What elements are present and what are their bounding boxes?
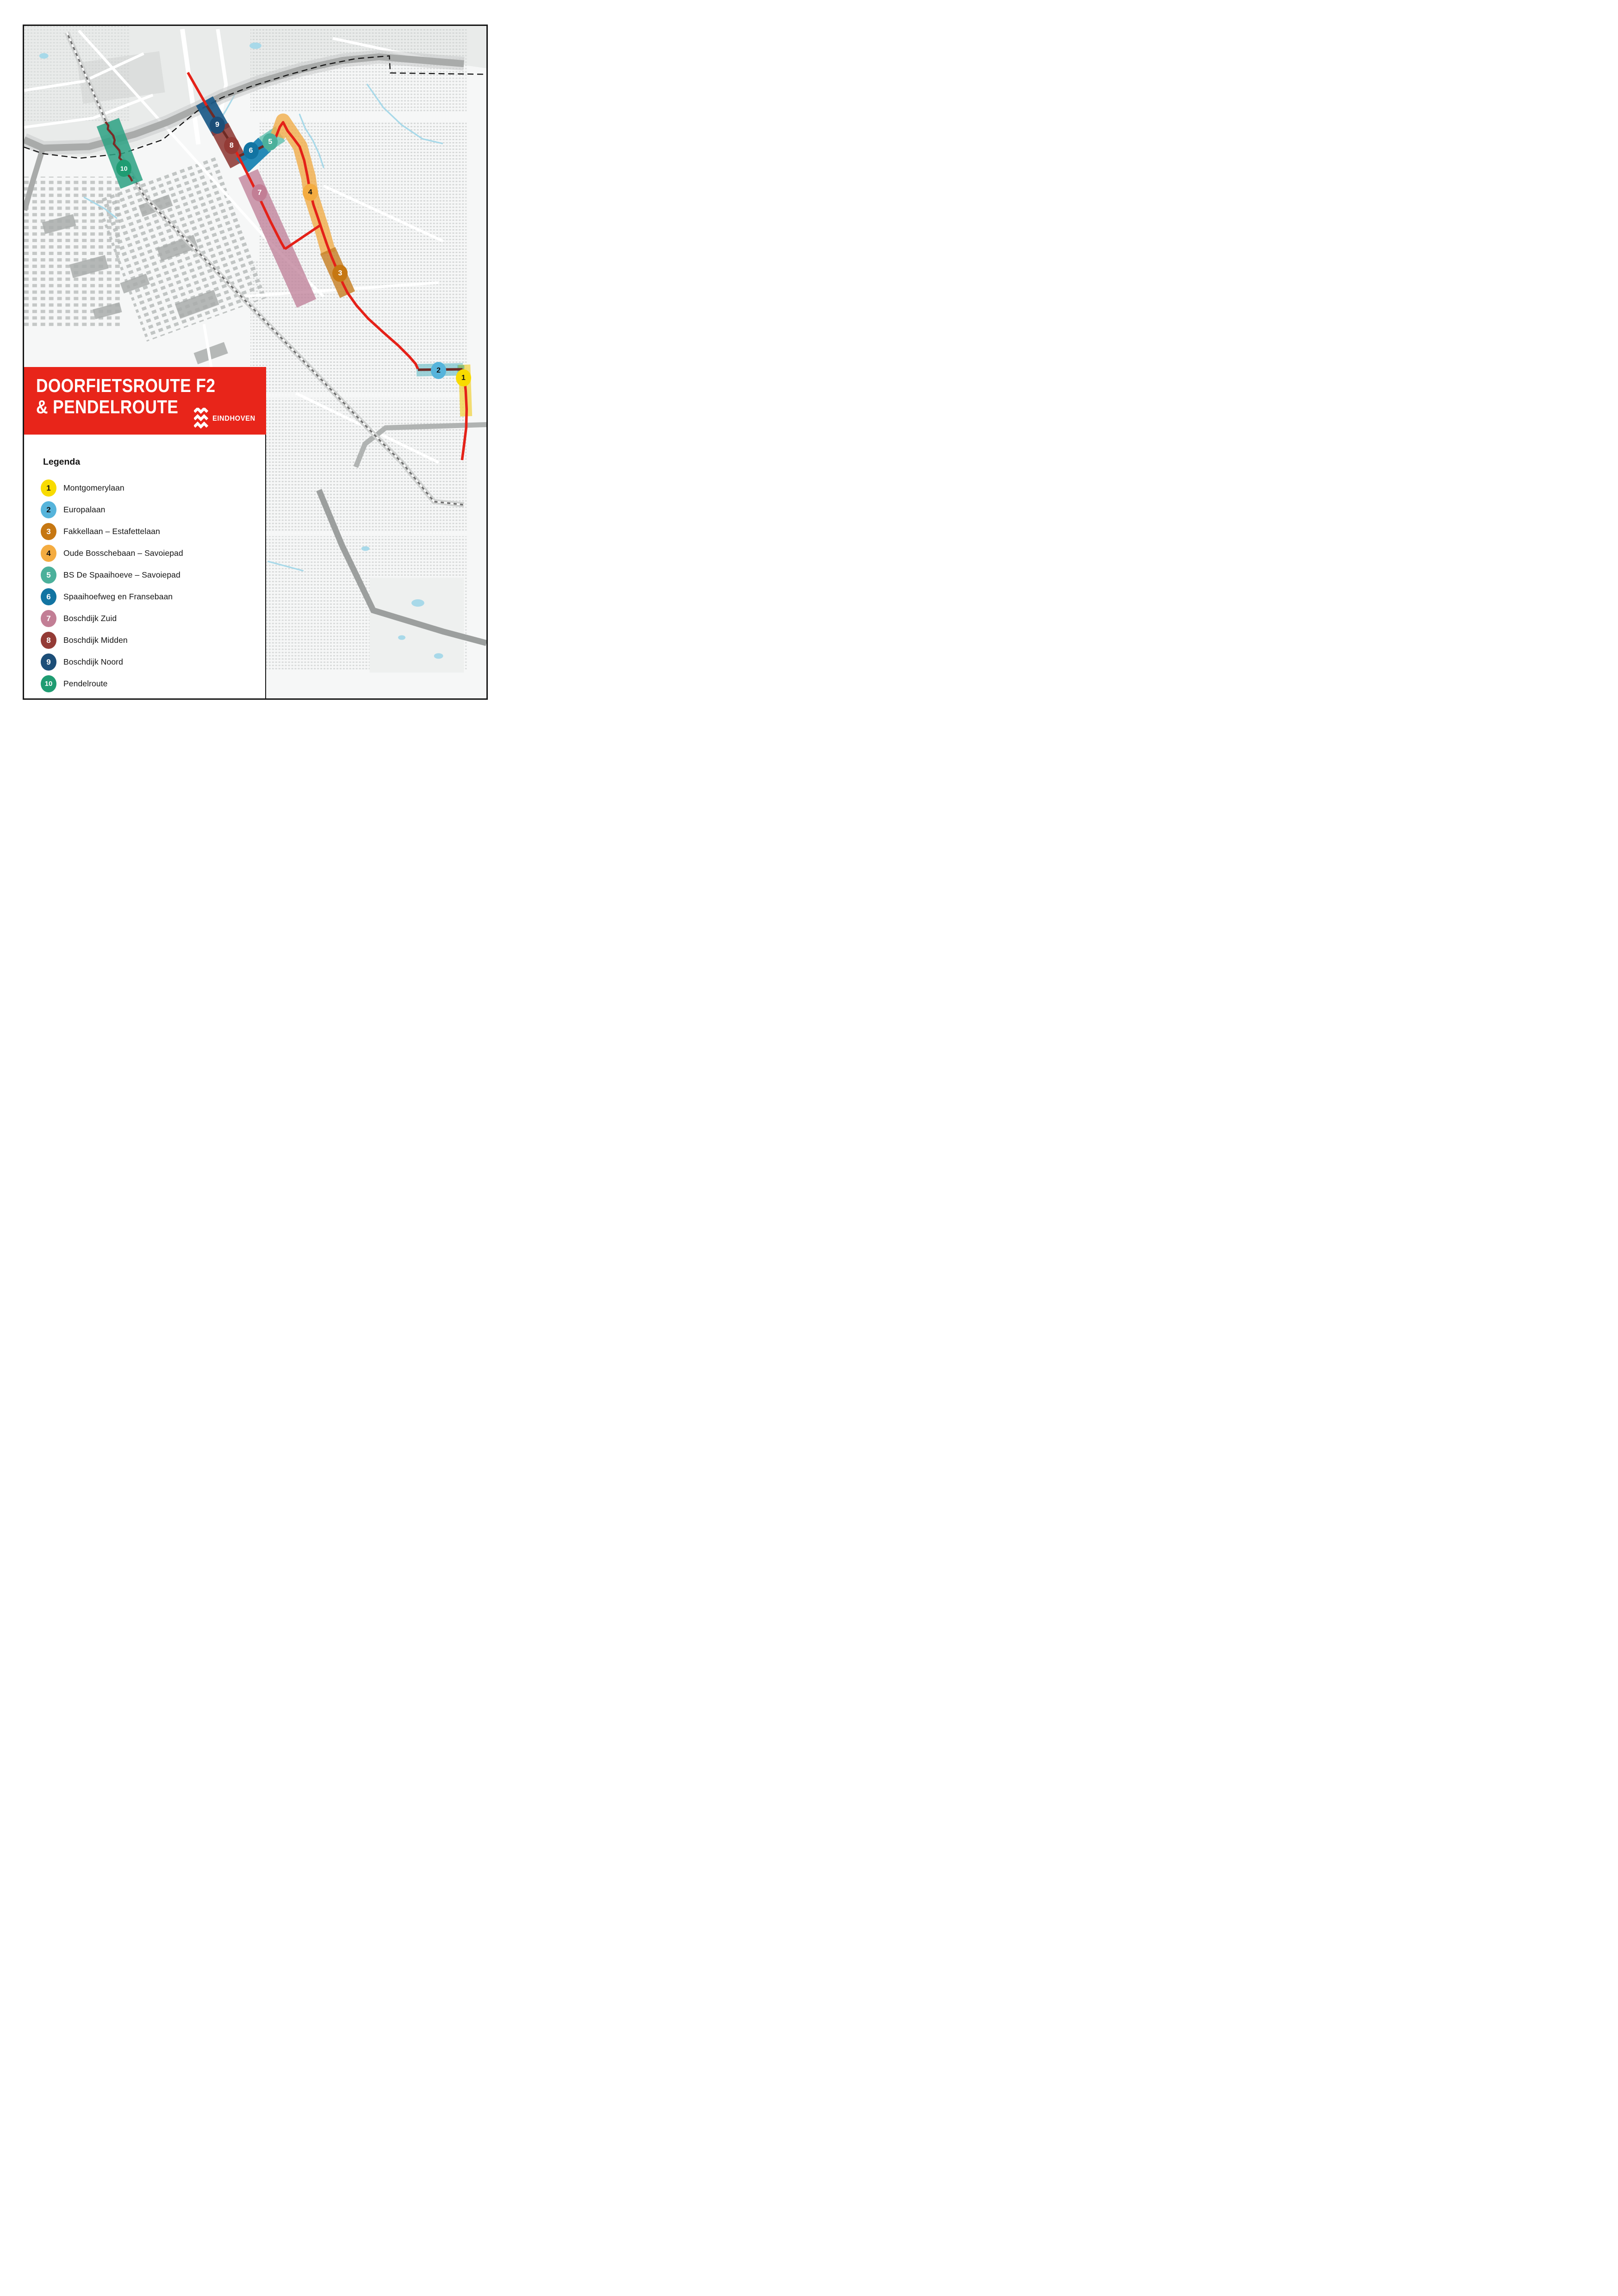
legend-badge-6: 6 <box>41 588 56 605</box>
legend-items <box>41 477 183 695</box>
title-line-2: & PENDELROUTE <box>36 396 179 417</box>
eindhoven-logo-icon <box>194 408 208 430</box>
legend-heading: Legenda <box>43 457 81 467</box>
brand-name: EINDHOVEN <box>212 415 256 423</box>
map-marker-3: 3 <box>332 265 348 282</box>
title-block <box>24 367 266 435</box>
legend-label-3: Fakkellaan – Estafettelaan <box>63 527 160 536</box>
map-marker-1: 1 <box>456 369 471 386</box>
legend-item-7 <box>41 608 183 629</box>
legend-item-8 <box>41 629 183 651</box>
legend-item-1 <box>41 477 183 499</box>
map-marker-9: 9 <box>210 117 225 134</box>
legend-badge-2: 2 <box>41 501 56 518</box>
legend-label-2: Europalaan <box>63 505 106 514</box>
legend-badge-10: 10 <box>41 675 56 692</box>
legend-item-9 <box>41 651 183 673</box>
legend-label-8: Boschdijk Midden <box>63 635 128 645</box>
map-marker-4: 4 <box>303 184 318 201</box>
map-marker-2: 2 <box>431 362 446 379</box>
map-marker-7: 7 <box>252 184 267 201</box>
legend-badge-9: 9 <box>41 653 56 671</box>
legend-label-4: Oude Bosschebaan – Savoiepad <box>63 548 183 558</box>
legend-label-1: Montgomerylaan <box>63 483 124 492</box>
legend-item-3 <box>41 521 183 542</box>
page-title <box>36 375 215 417</box>
legend-item-2 <box>41 499 183 521</box>
legend-badge-5: 5 <box>41 566 56 584</box>
legend-label-10: Pendelroute <box>63 679 108 688</box>
map-marker-10: 10 <box>116 160 131 177</box>
legend-item-5 <box>41 564 183 586</box>
legend-label-5: BS De Spaaihoeve – Savoiepad <box>63 570 180 579</box>
map-marker-6: 6 <box>243 142 259 159</box>
legend-item-4 <box>41 542 183 564</box>
legend-badge-8: 8 <box>41 632 56 649</box>
legend-badge-3: 3 <box>41 523 56 540</box>
legend-label-9: Boschdijk Noord <box>63 657 123 666</box>
legend-label-6: Spaaihoefweg en Fransebaan <box>63 592 173 601</box>
title-line-1: DOORFIETSROUTE F2 <box>36 375 216 396</box>
legend-badge-7: 7 <box>41 610 56 627</box>
legend-panel <box>24 435 266 698</box>
legend-item-10 <box>41 673 183 695</box>
map-marker-8: 8 <box>224 137 239 154</box>
legend-badge-1: 1 <box>41 479 56 497</box>
legend-badge-4: 4 <box>41 545 56 562</box>
legend-label-7: Boschdijk Zuid <box>63 614 117 623</box>
poster-page <box>0 0 509 722</box>
brand-lockup <box>194 408 258 430</box>
legend-item-6 <box>41 586 183 608</box>
map-marker-5: 5 <box>262 133 278 150</box>
